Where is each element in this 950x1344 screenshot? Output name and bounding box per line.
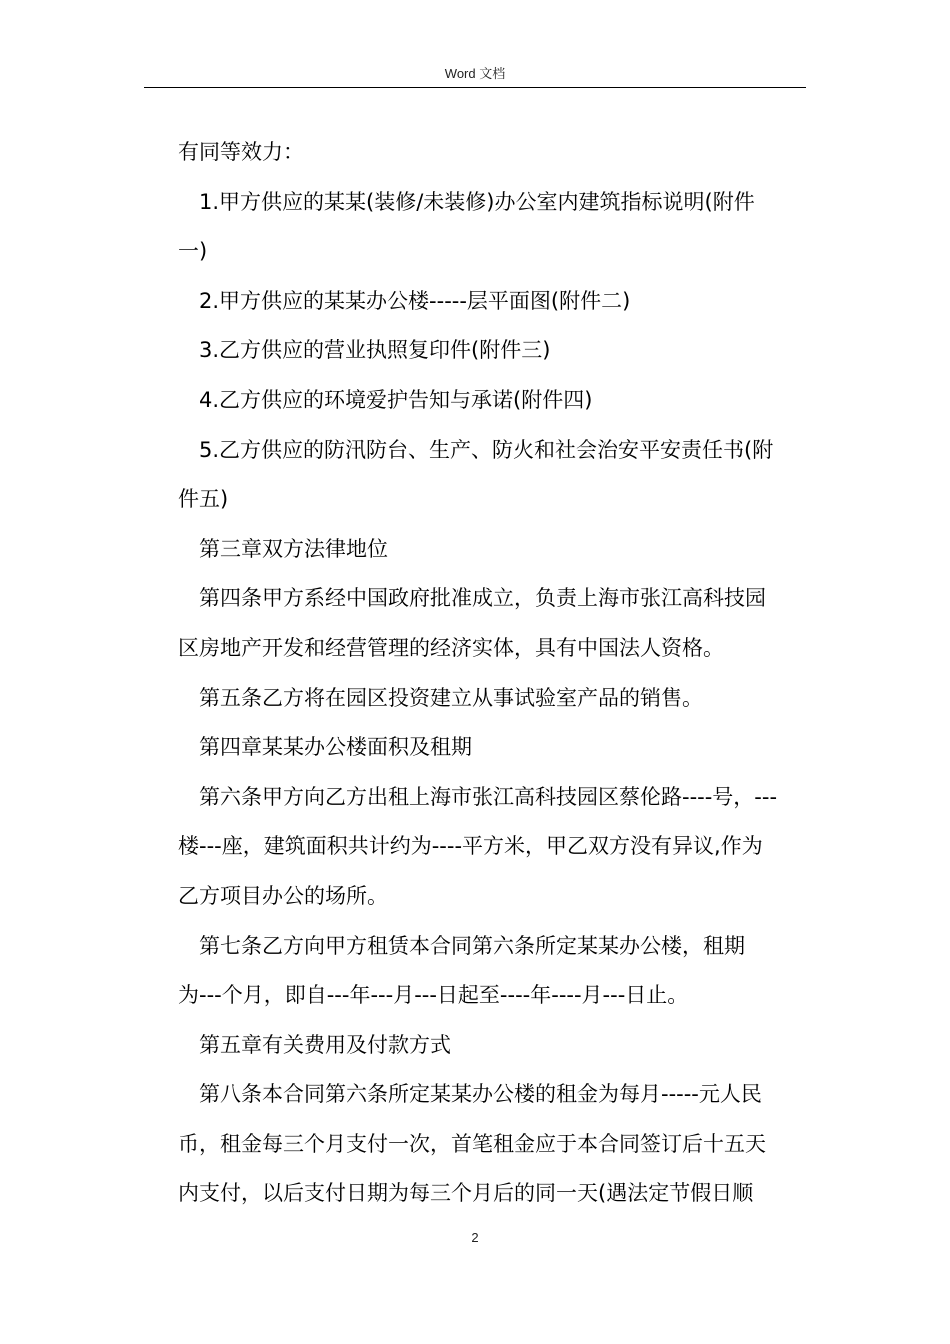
- document-line: 第三章双方法律地位: [199, 536, 388, 561]
- document-line: 一): [178, 239, 208, 264]
- document-line: 第四条甲方系经中国政府批准成立，负责上海市张江高科技园: [199, 586, 766, 611]
- document-line: 内支付，以后支付日期为每三个月后的同一天(遇法定节假日顺: [178, 1181, 754, 1206]
- document-line: 1.甲方供应的某某(装修/未装修)办公室内建筑指标说明(附件: [199, 189, 755, 214]
- document-line: 3.乙方供应的营业执照复印件(附件三): [199, 338, 551, 363]
- document-line: 第八条本合同第六条所定某某办公楼的租金为每月-----元人民: [199, 1082, 762, 1107]
- document-line: 区房地产开发和经营管理的经济实体，具有中国法人资格。: [178, 635, 724, 660]
- document-body: [178, 128, 808, 1219]
- document-line: 5.乙方供应的防汛防台、生产、防火和社会治安平安责任书(附: [199, 437, 774, 462]
- document-line: 乙方项目办公的场所。: [178, 883, 388, 908]
- document-line: 为---个月，即自---年---月---日起至----年----月---日止。: [178, 983, 689, 1008]
- document-line: 第四章某某办公楼面积及租期: [199, 735, 472, 760]
- document-line: 第五章有关费用及付款方式: [199, 1032, 451, 1057]
- page-number: 2: [471, 1230, 479, 1245]
- header-divider: [144, 87, 806, 88]
- document-line: 第六条甲方向乙方出租上海市张江高科技园区蔡伦路----号，---: [199, 784, 778, 809]
- page-header: Word 文档: [444, 66, 506, 81]
- document-line: 第七条乙方向甲方租赁本合同第六条所定某某办公楼，租期: [199, 933, 745, 958]
- document-line: 件五): [178, 487, 229, 512]
- document-line: 4.乙方供应的环境爱护告知与承诺(附件四): [199, 387, 593, 412]
- document-line: 2.甲方供应的某某办公楼-----层平面图(附件二): [199, 288, 631, 313]
- document-line: 币，租金每三个月支付一次，首笔租金应于本合同签订后十五天: [178, 1131, 766, 1156]
- document-line: 第五条乙方将在园区投资建立从事试验室产品的销售。: [199, 685, 703, 710]
- document-line: 楼---座，建筑面积共计约为----平方米，甲乙双方没有异议,作为: [178, 834, 763, 859]
- document-line: 有同等效力：: [178, 140, 304, 164]
